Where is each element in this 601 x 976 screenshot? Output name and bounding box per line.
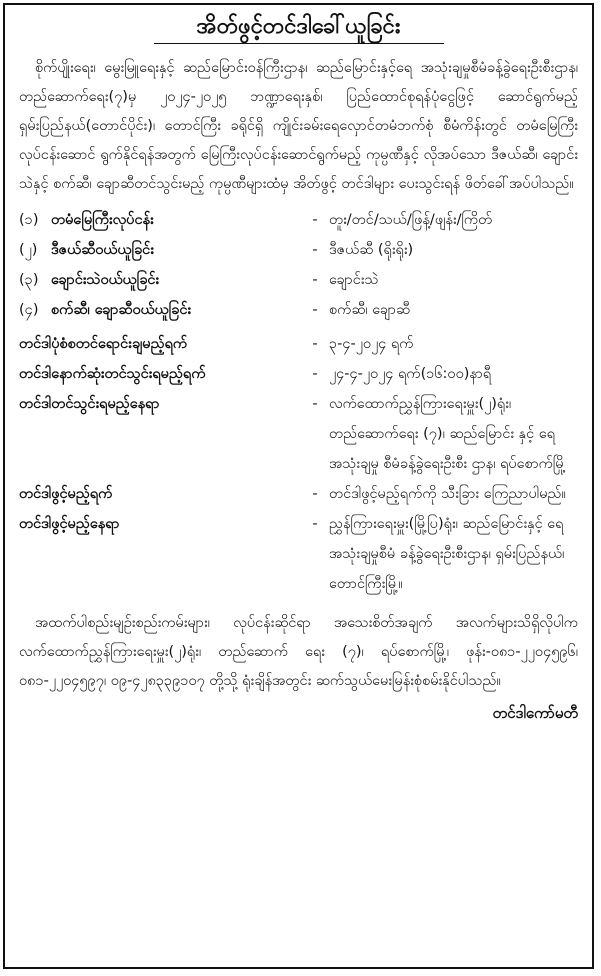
item-number: (၃) xyxy=(19,272,39,288)
detail-value: ၃-၄-၂၀၂၄ ရက် xyxy=(329,336,414,352)
detail-dash: - xyxy=(312,396,318,412)
item-number: (၂) xyxy=(19,242,38,258)
detail-label: တင်ဒါနောက်ဆုံးတင်သွင်းရမည့်ရက် xyxy=(19,366,206,382)
detail-value: ညွှန်ကြားရေးမှူး(မြို့ပြ)ရုံး၊ ဆည်မြောင်းနှင့် ရေအသုံးချမှုစီမံ ခန့်ခွဲရေးဦးစီးဌာန၊ ရှမ်းပြည်နယ်၊ တောင်ကြီးမြို့။ xyxy=(329,516,565,592)
tender-item xyxy=(19,295,578,325)
item-label: တမံမြေကြီးလုပ်ငန်း xyxy=(51,212,154,228)
detail-label: တင်ဒါပုံစံစတင်ရောင်းချမည့်ရက် xyxy=(19,336,188,352)
item-value: တူး/တင်/သယ်/ဖြန့်/ဖျန်း/ကြိတ် xyxy=(329,212,493,228)
title-underline xyxy=(154,43,444,44)
tender-items-list xyxy=(19,205,578,325)
item-dash: - xyxy=(312,272,318,288)
tender-details-list xyxy=(19,329,578,599)
detail-value: ၂၄-၄-၂၀၂၄ ရက်(၁၆:၀၀)နာရီ xyxy=(329,366,492,382)
item-number: (၄) xyxy=(19,302,39,318)
detail-row-sale-date xyxy=(19,329,578,359)
contact-paragraph: အထက်ပါစည်းမျဉ်းစည်းကမ်းများ၊ လုပ်ငန်းဆိုင်ရာ အသေးစိတ်အချက် အလက်များသိရှိလိုပါက လက်ထောက်ညွှန်ကြားရေးမှူး(၂)ရုံး၊ တည်ဆောက် ရေး (၇)၊ ရပ်စောက်မြို့၊ ဖုန်း-၀၈၁-၂၂၀၄၅၉၆၊ ၀၈၁-၂၂၀၄၅၉၇၊ ၀၉-၄၂၈၃၃၉၁၀၇ တို့သို့ ရုံးချိန်အတွင်း ဆက်သွယ်မေးမြန်းစုံစမ်းနိုင်ပါသည်။ xyxy=(19,615,578,689)
item-number: (၁) xyxy=(19,212,39,228)
item-value: ချောင်းသဲ xyxy=(329,272,379,288)
detail-dash: - xyxy=(312,516,318,532)
detail-label: တင်ဒါတင်သွင်းရမည့်နေရာ xyxy=(19,396,160,412)
signature: တင်ဒါကော်မတီ xyxy=(492,704,578,722)
detail-dash: - xyxy=(312,336,318,352)
detail-dash: - xyxy=(312,486,318,502)
item-label: ချောင်းသဲဝယ်ယူခြင်း xyxy=(51,272,160,288)
item-value: စက်ဆီ၊ ချောဆီ xyxy=(329,302,411,318)
item-label: စက်ဆီ၊ ချောဆီဝယ်ယူခြင်း xyxy=(51,302,192,318)
detail-value: လက်ထောက်ညွှန်ကြားရေးမှူး(၂)ရုံး၊ တည်ဆောက်ရေး (၇)၊ ဆည်မြောင်း နှင့် ရေအသုံးချမှု စီမံခန့်ခွဲရေးဦးစီး ဌာန၊ ရပ်စောက်မြို့ xyxy=(329,396,566,472)
notice-title: အိတ်ဖွင့်တင်ဒါခေါ်ယူခြင်း xyxy=(196,14,401,39)
item-dash: - xyxy=(312,242,318,258)
detail-row-deadline xyxy=(19,359,578,389)
detail-dash: - xyxy=(312,366,318,382)
item-label: ဒီဇယ်ဆီဝယ်ယူခြင်း xyxy=(51,242,154,258)
detail-value: တင်ဒါဖွင့်မည့်ရက်ကို သီးခြား ကြေညာပါမည်။ xyxy=(329,486,566,502)
detail-label: တင်ဒါဖွင့်မည့်ရက် xyxy=(19,486,113,502)
tender-item xyxy=(19,205,578,235)
tender-item xyxy=(19,235,578,265)
item-dash: - xyxy=(312,212,318,228)
detail-row-opening-place xyxy=(19,509,578,599)
item-dash: - xyxy=(312,302,318,318)
intro-paragraph: စိုက်ပျိုးရေး၊ မွေးမြူရေးနှင့် ဆည်မြောင်းဝန်ကြီးဌာန၊ ဆည်မြောင်းနှင့်ရေ အသုံးချမှုစီမံခန့်ခွဲရေးဦးစီးဌာန၊ တည်ဆောက်ရေး(၇)မှ ၂၀၂၄-၂၀၂၅ ဘဏ္ဍာရေးနှစ်၊ ပြည်ထောင်စုရန်ပုံငွေဖြင့် ဆောင်ရွက်မည့် ရှမ်းပြည်နယ်(တောင်ပိုင်း)၊ တောင်ကြီး ခရိုင်ရှိ ကျိုင်းခမ်းရေလှောင်တမံဘက်စုံ စီမံကိန်းတွင် တမံမြေကြီးလုပ်ငန်းဆောင် ရွက်နိုင်ရန်အတွက် မြေကြီးလုပ်ငန်းဆောင်ရွက်မည့် ကုမ္ပဏီနှင့် လိုအပ်သော ဒီဇယ်ဆီ၊ ချောင်းသဲနှင့် စက်ဆီ၊ ချောဆီတင်သွင်းမည့် ကုမ္ပဏီများထံမှ အိတ်ဖွင့် တင်ဒါများ ပေးသွင်းရန် ဖိတ်ခေါ်အပ်ပါသည်။ xyxy=(19,60,578,192)
detail-row-submission-place xyxy=(19,389,578,479)
detail-row-opening-date xyxy=(19,479,578,509)
tender-notice xyxy=(3,3,594,969)
detail-label: တင်ဒါဖွင့်မည့်နေရာ xyxy=(19,516,120,532)
item-value: ဒီဇယ်ဆီ (ရိုးရိုး) xyxy=(329,242,414,258)
tender-item xyxy=(19,265,578,295)
